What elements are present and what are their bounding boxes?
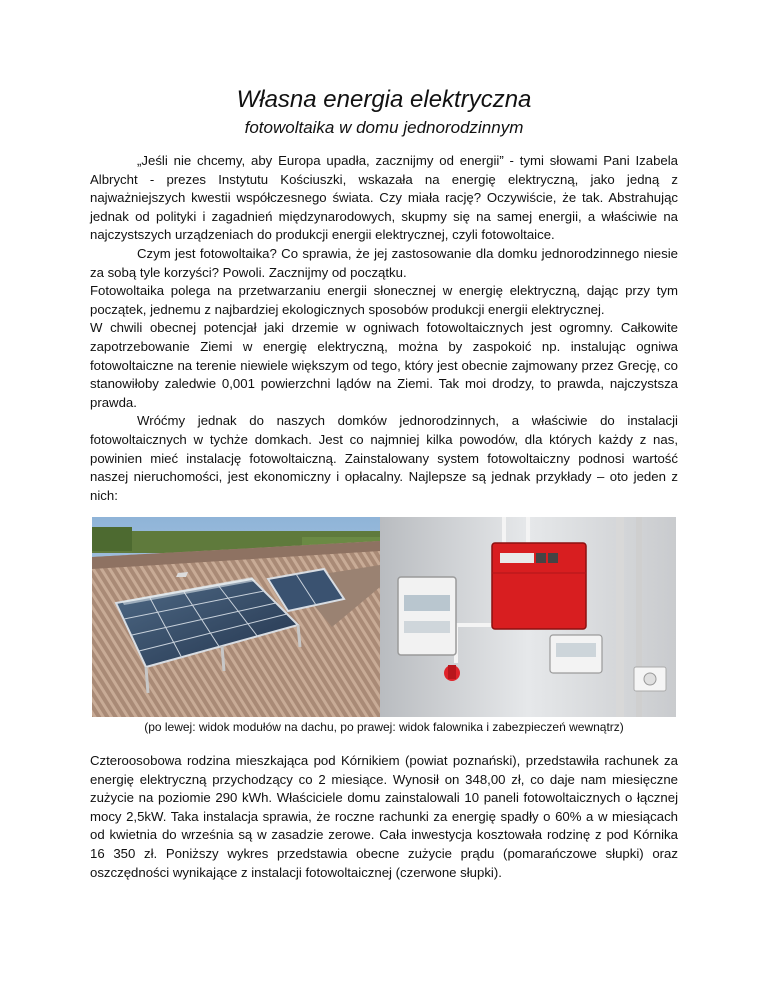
paragraph-question: Czym jest fotowoltaika? Co sprawia, że jej zastosowanie dla domku jednorodzinnego niesie za sobą tyle korzyści? Powoli. Zacznijmy od początku.	[90, 245, 678, 280]
inverter-photo	[380, 517, 676, 717]
example-text	[90, 752, 678, 882]
paragraph-potential: W chwili obecnej potencjał jaki drzemie w ogniwach fotowoltaicznych jest ogromny. Całkowite zapotrzebowanie Ziemi w energię elektryczną, można by zaspokoić np. instalując ogniwa fotowoltaiczne na terenie niewiele większym od tego, który jest obecnie zajmowany przez Grecję, co stanowiłoby zaledwie 0,001 powierzchni lądów na Ziemi. Tak moi drodzy, to prawda, najczystsza prawda.	[90, 320, 678, 410]
paragraph-quote: „Jeśli nie chcemy, aby Europa upadła, zacznijmy od energii” - tymi słowami Pani Izabela Albrycht - prezes Instytutu Kościuszki, wskazała na energię elektryczną, jako jedną z najważniejszych kwestii współczesnego świata. Czy miała rację? Oczywiście, że tak. Abstrahując jednak od polityki i zagadnień międzynarodowych, skupmy się na samej energii, a właściwie na najczystszych urządzeniach do produkcji energii elektrycznej, czyli fotowoltaice.	[90, 153, 678, 243]
inverter-illustration	[380, 517, 676, 717]
photo-caption: (po lewej: widok modułów na dachu, po prawej: widok falownika i zabezpieczeń wewnątrz)	[144, 720, 624, 734]
document-subtitle: fotowoltaika w domu jednorodzinnym	[244, 118, 524, 137]
roof-panels-illustration	[92, 517, 380, 717]
paragraph-definition: Fotowoltaika polega na przetwarzaniu energii słonecznej w energię elektryczną, dając przy tym początek, jednemu z najbardziej ekologicznych sposobów produkcji energii elektrycznej.	[90, 283, 678, 317]
paragraph-example: Czteroosobowa rodzina mieszkająca pod Kórnikiem (powiat poznański), przedstawiła rachunek za energię elektryczną przychodzący co 2 miesiące. Wynosił on 348,00 zł, co daje nam miesięczne zużycie na poziomie 290 kWh. Właściciele domu zainstalowali 10 paneli fotowoltaicznych o łącznej mocy 2,5kW. Taka instalacja sprawia, że roczne rachunki za energię spadły o 60% a w miesiącach od kwietnia do września są w zasadzie zerowe. Cała inwestycja kosztowała rodzinę z pod Kórnika 16 350 zł. Poniższy wykres przedstawia obecne zużycie prądu (pomarańczowe słupki) oraz oszczędności wynikające z instalacji fotowoltaicznej (czerwone słupki).	[90, 753, 678, 880]
document-title: Własna energia elektryczna	[236, 86, 532, 113]
photo-row	[92, 517, 676, 717]
intro-text	[90, 152, 678, 505]
paragraph-homes: Wróćmy jednak do naszych domków jednorodzinnych, a właściwie do instalacji fotowoltaicznych w tychże domkach. Jest co najmniej kilka powodów, dla których każdy z nas, powinien mieć instalację fotowoltaiczną. Zainstalowany system fotowoltaiczny podnosi wartość naszej nieruchomości, jest ekonomiczny i opłacalny. Najlepsze są jednak przykłady – oto jeden z nich:	[90, 413, 678, 503]
roof-panels-photo	[92, 517, 380, 717]
